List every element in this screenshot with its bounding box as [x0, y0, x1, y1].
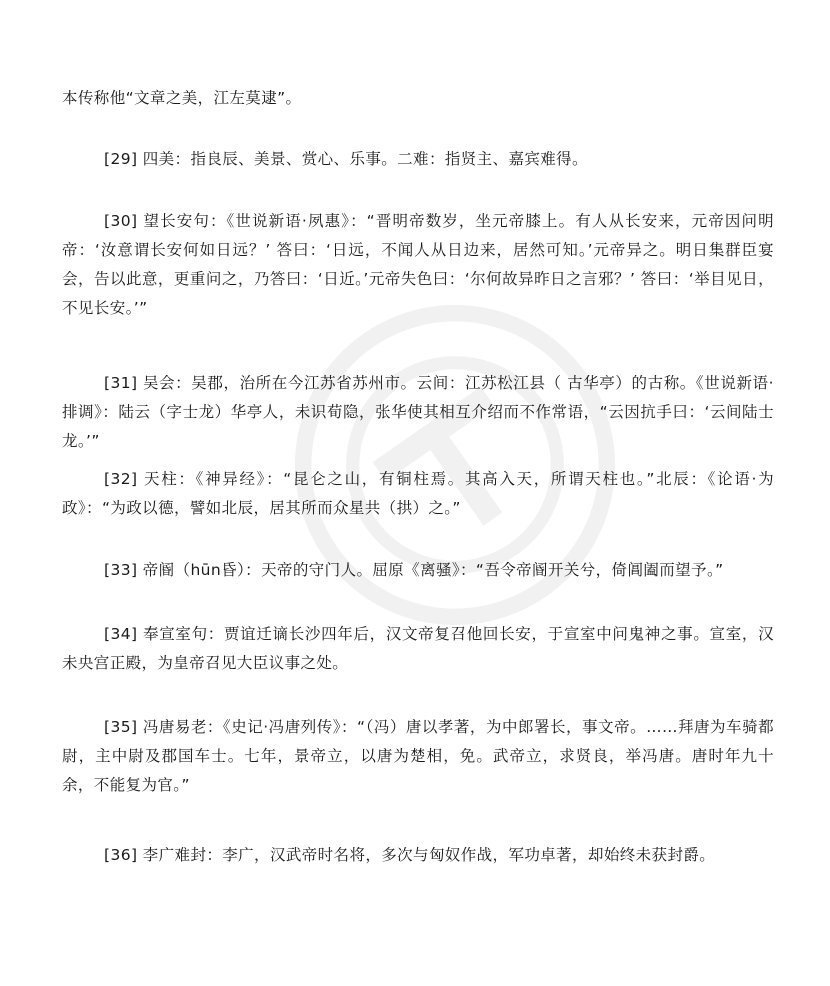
note-35: [35] 冯唐易老：《史记·冯唐列传》：“（冯）唐以孝著，为中郎署长，事文帝。……拜唐为车骑都尉，主中尉及郡国车士。七年，景帝立，以唐为楚相，免。武帝立，求贤良，举冯唐。唐时年九十余，不能复为官。” [62, 718, 774, 794]
note-31: [31] 吴会：吴郡，治所在今江苏省苏州市。云间：江苏松江县（ 古华亭）的古称。《世说新语·排调》：陆云（字士龙）华亭人，未识荀隐，张华使其相互介绍而不作常语，“云因抗手曰：‘云间陆士龙。’” [62, 374, 774, 450]
note-34: [34] 奉宣室句：贾谊迁谪长沙四年后，汉文帝复召他回长安，于宣室中问鬼神之事。宣室，汉未央宫正殿，为皇帝召见大臣议事之处。 [62, 625, 774, 672]
note-32: [32] 天柱：《神异经》：“昆仑之山，有铜柱焉。其高入天，所谓天柱也。”北辰：《论语·为政》：“为政以德，譬如北辰，居其所而众星共（拱）之。” [62, 470, 774, 517]
note-30: [30] 望长安句：《世说新语·夙惠》：“晋明帝数岁，坐元帝膝上。有人从长安来，元帝因问明帝：‘汝意谓长安何如日远？’ 答曰：‘日远，不闻人从日边来，居然可知。’元帝异之。明日集群臣宴会，告以此意，更重问之，乃答曰：‘日近。’元帝失色曰：‘尔何故异昨日之言邪？’ 答曰：‘举目见日，不见长安。’” [62, 212, 774, 317]
note-36: [36] 李广难封：李广，汉武帝时名将，多次与匈奴作战，军功卓著，却始终未获封爵。 [104, 846, 716, 864]
paragraph-tail: 本传称他“文章之美，江左莫逮”。 [62, 89, 302, 107]
note-29: [29] 四美：指良辰、美景、赏心、乐事。二难：指贤主、嘉宾难得。 [104, 150, 588, 168]
note-33: [33] 帝阍（hūn昏）：天帝的守门人。屈原《离骚》：“吾令帝阍开关兮，倚阊阖而望予。” [104, 561, 724, 579]
